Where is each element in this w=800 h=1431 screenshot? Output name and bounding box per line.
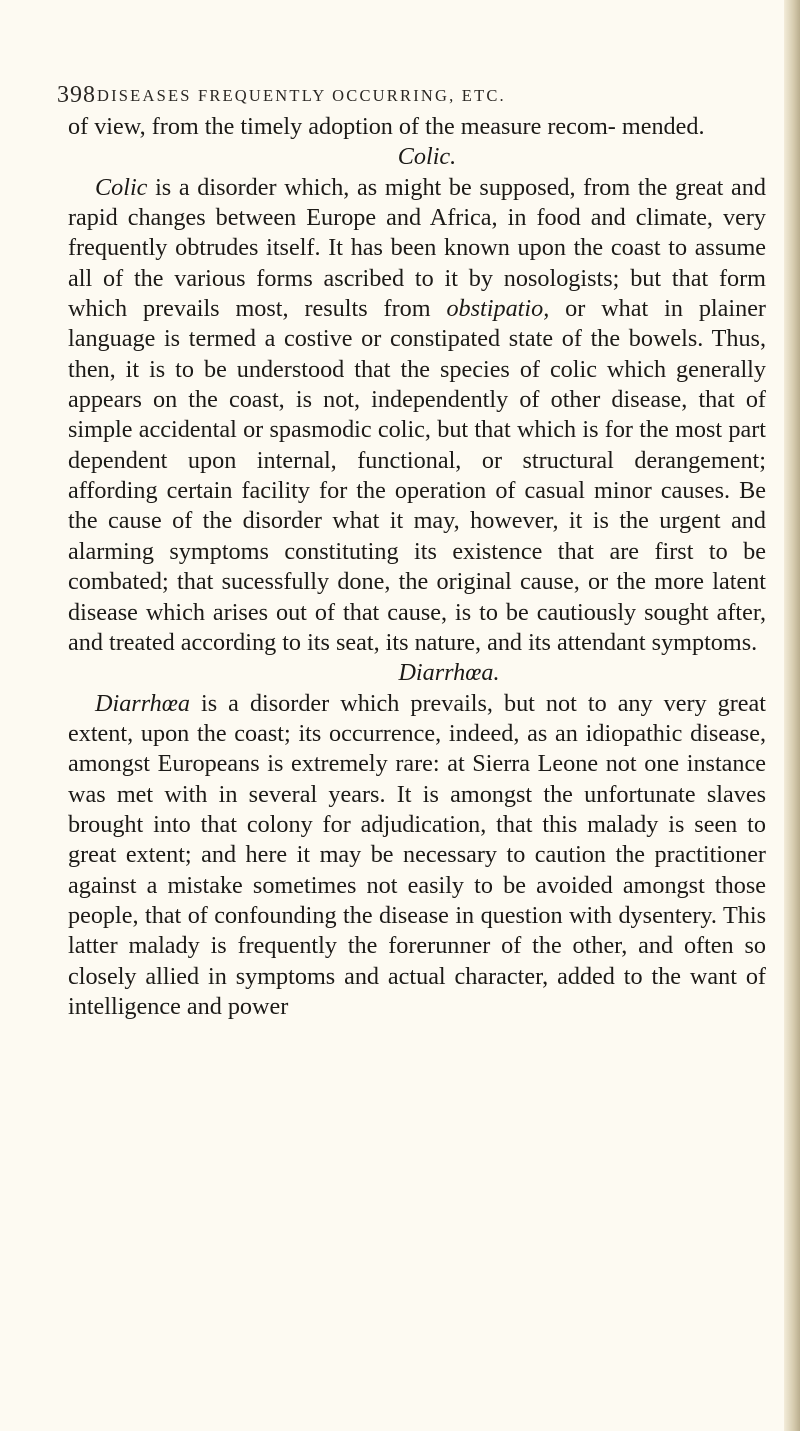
lead-term-colic: Colic [95,173,148,201]
paragraph-diarrhoea [68,689,766,1023]
section-heading-diarrhoea: Diarrhœa. [398,659,500,687]
italic-term-obstipatio: obstipatio, [446,295,550,323]
page-number: 398 [57,82,96,108]
colic-text-part-1: is a disorder which, as might be supposed, from the great and rapid changes between Europe and Africa, in food and climate, very frequently obtrudes itself. It has been known upon the coast to assume all of the various forms ascribed to it by nosologists; but that form which prevails most, results from [68,173,766,323]
page-edge-shadow [784,0,800,1431]
lead-term-diarrhoea: Diarrhœa [95,689,190,717]
running-title: DISEASES FREQUENTLY OCCURRING, ETC. [97,86,506,105]
paragraph-colic [68,173,766,659]
body-text [68,112,766,1022]
continuation-paragraph: of view, from the timely adoption of the measure recom- mended. [68,113,705,140]
page-header [57,82,777,116]
colic-text-part-2: or what in plainer language is termed a costive or constipated state of the bowels. Thus, then, it is to be understood that the species of colic which generally appears on the coast, is not, independently of other disease, that of simple accidental or spasmodic colic, but that which is for the most part dependent upon internal, functional, or structural derangement; affording certain facility for the operation of casual minor causes. Be the cause of the disorder what it may, however, it is the urgent and alarming symptoms constituting its existence that are first to be combated; that sucessfully done, the original cause, or the more latent disease which arises out of that cause, is to be cautiously sought after, and treated according to its seat, its nature, and its attendant symptoms. [68,295,766,656]
diarrhoea-text: is a disorder which prevails, but not to any very great extent, upon the coast; its occurrence, indeed, as an idiopathic disease, amongst Europeans is extremely rare: at Sierra Leone not one instance was met with in several years. It is amongst the unfortunate slaves brought into that colony for adjudication, that this malady is seen to great extent; and here it may be necessary to caution the practitioner against a mistake sometimes not easily to be avoided amongst those people, that of confounding the disease in question with dysentery. This latter malady is frequently the forerunner of the other, and often so closely allied in symptoms and actual character, added to the want of intelligence and power [68,689,766,1020]
section-heading-colic: Colic. [397,143,457,171]
